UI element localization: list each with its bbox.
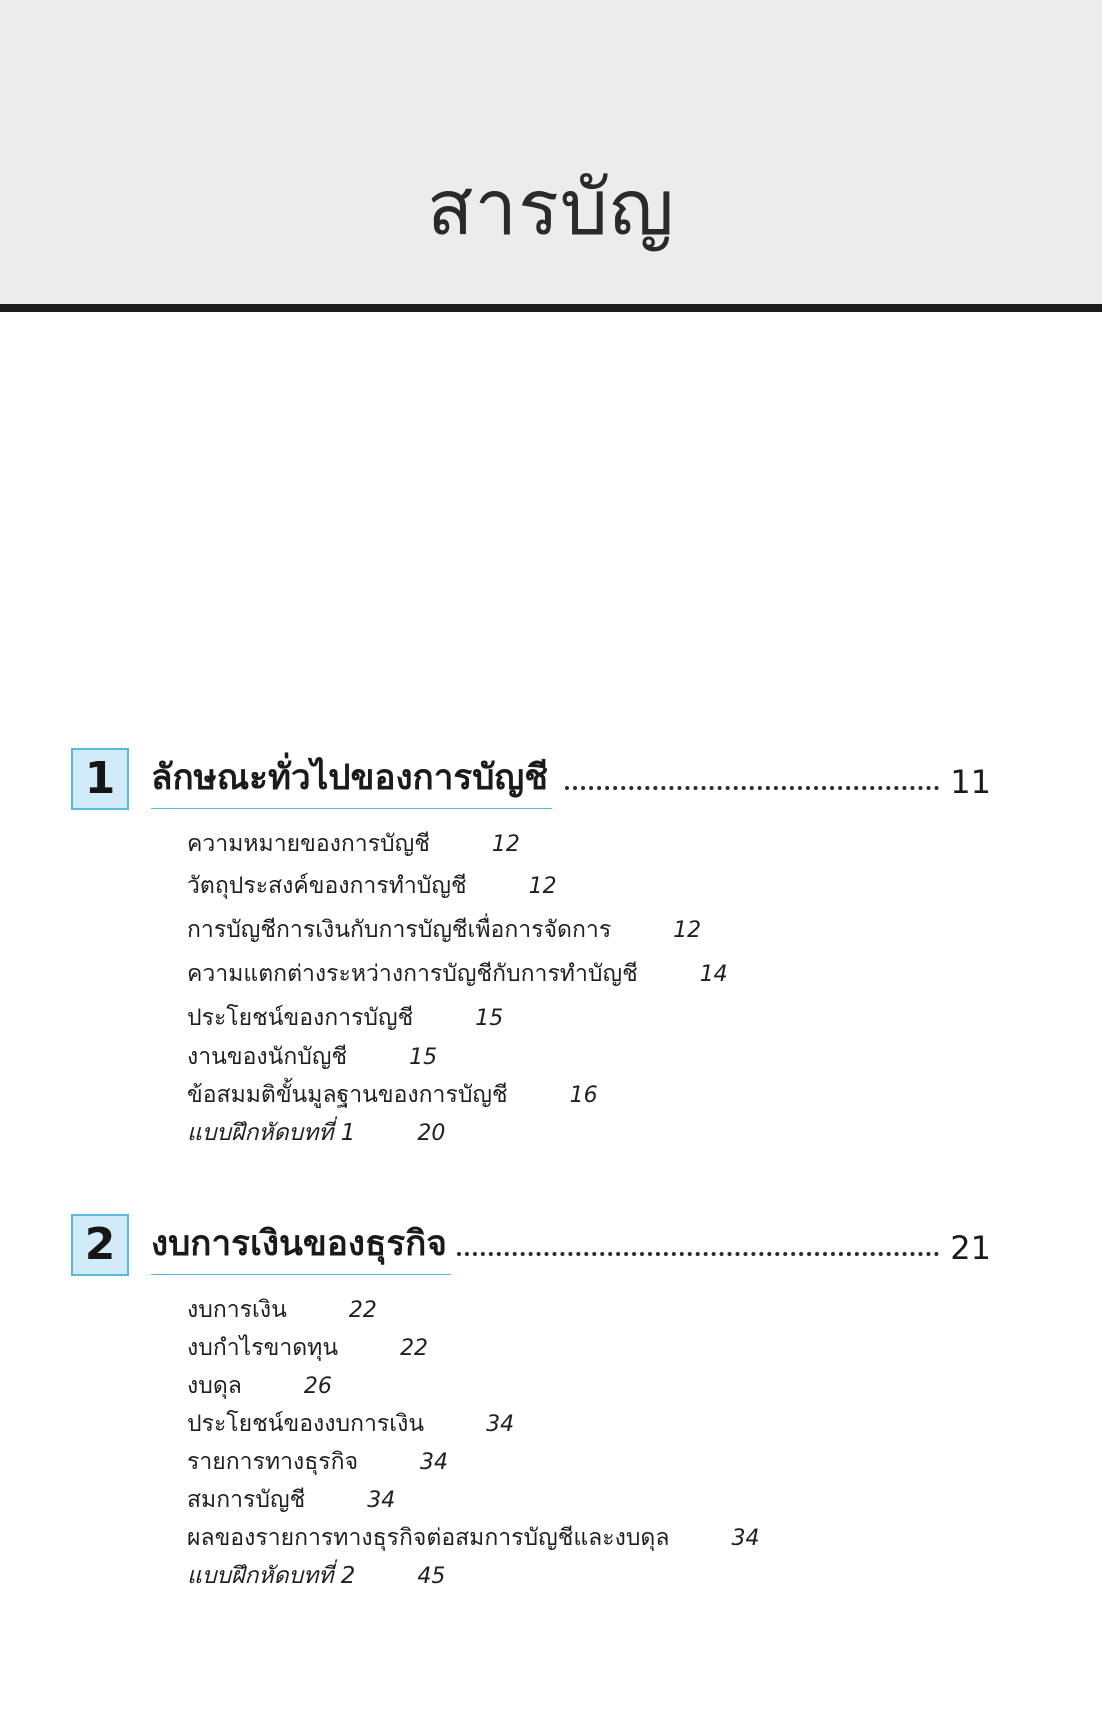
toc-entry[interactable] xyxy=(187,958,728,991)
toc-entry[interactable] xyxy=(187,1294,377,1327)
entry-label: แบบฝึกหัดบทที่ 1 xyxy=(187,1120,356,1146)
entry-page: 34 xyxy=(367,1488,396,1513)
toc-entry[interactable] xyxy=(187,1041,437,1074)
chapter-heading[interactable] xyxy=(71,1214,991,1276)
entry-label: ความหมายของการบัญชี xyxy=(187,831,430,857)
entry-page: 22 xyxy=(348,1298,377,1323)
dot-leader xyxy=(457,1252,939,1256)
chapter-number-badge: 2 xyxy=(71,1214,129,1276)
toc-entry-exercise[interactable] xyxy=(187,1117,445,1150)
entry-label: งบกำไรขาดทุน xyxy=(187,1335,339,1361)
toc-entry[interactable] xyxy=(187,1002,503,1035)
entry-label: ประโยชน์ของงบการเงิน xyxy=(187,1411,425,1437)
entry-page: 12 xyxy=(491,832,520,857)
toc-entry[interactable] xyxy=(187,1079,598,1112)
entry-page: 34 xyxy=(486,1412,515,1437)
toc-entry[interactable] xyxy=(187,914,701,947)
entry-label: วัตถุประสงค์ของการทำบัญชี xyxy=(187,873,467,899)
entry-page: 12 xyxy=(673,918,702,943)
chapter-title-underline xyxy=(151,748,552,809)
entry-page: 15 xyxy=(409,1045,438,1070)
header-divider xyxy=(0,304,1102,312)
toc-entry[interactable] xyxy=(187,1522,759,1555)
entry-page: 22 xyxy=(400,1336,429,1361)
entry-label: ประโยชน์ของการบัญชี xyxy=(187,1005,414,1031)
toc-entry[interactable] xyxy=(187,1484,395,1517)
chapter-title: ลักษณะทั่วไปของการบัญชี xyxy=(151,758,548,798)
entry-label: ผลของรายการทางธุรกิจต่อสมการบัญชีและงบดุล xyxy=(187,1525,670,1551)
chapter-title: งบการเงินของธุรกิจ xyxy=(151,1224,447,1264)
entry-label: ข้อสมมติขั้นมูลฐานของการบัญชี xyxy=(187,1082,508,1108)
entry-label: สมการบัญชี xyxy=(187,1487,306,1513)
chapter-number-badge: 1 xyxy=(71,748,129,810)
toc-entry[interactable] xyxy=(187,1408,514,1441)
chapter-page-number: 11 xyxy=(950,763,991,801)
dot-leader xyxy=(565,786,939,790)
entry-label: แบบฝึกหัดบทที่ 2 xyxy=(187,1563,356,1589)
toc-entry[interactable] xyxy=(187,1332,428,1365)
entry-label: รายการทางธุรกิจ xyxy=(187,1449,359,1475)
entry-label: งานของนักบัญชี xyxy=(187,1044,348,1070)
entry-label: งบการเงิน xyxy=(187,1297,287,1323)
entry-page: 16 xyxy=(569,1083,598,1108)
entry-page: 34 xyxy=(420,1450,449,1475)
toc-entry[interactable] xyxy=(187,1446,448,1479)
toc-entry[interactable] xyxy=(187,870,557,903)
entry-page: 15 xyxy=(475,1006,504,1031)
entry-label: งบดุล xyxy=(187,1373,242,1399)
page-title: สารบัญ xyxy=(427,163,675,252)
header-band xyxy=(0,0,1102,304)
toc-entry-exercise[interactable] xyxy=(187,1560,445,1593)
entry-page: 20 xyxy=(417,1121,446,1146)
toc-entry[interactable] xyxy=(187,828,520,861)
entry-page: 45 xyxy=(417,1564,446,1589)
chapter-heading[interactable] xyxy=(71,748,991,810)
entry-label: ความแตกต่างระหว่างการบัญชีกับการทำบัญชี xyxy=(187,961,638,987)
entry-label: การบัญชีการเงินกับการบัญชีเพื่อการจัดการ xyxy=(187,917,612,943)
entry-page: 26 xyxy=(303,1374,332,1399)
entry-page: 12 xyxy=(528,874,557,899)
entry-page: 14 xyxy=(699,962,728,987)
entry-page: 34 xyxy=(731,1526,760,1551)
toc-entry[interactable] xyxy=(187,1370,332,1403)
chapter-title-underline xyxy=(151,1214,451,1275)
chapter-page-number: 21 xyxy=(950,1229,991,1267)
